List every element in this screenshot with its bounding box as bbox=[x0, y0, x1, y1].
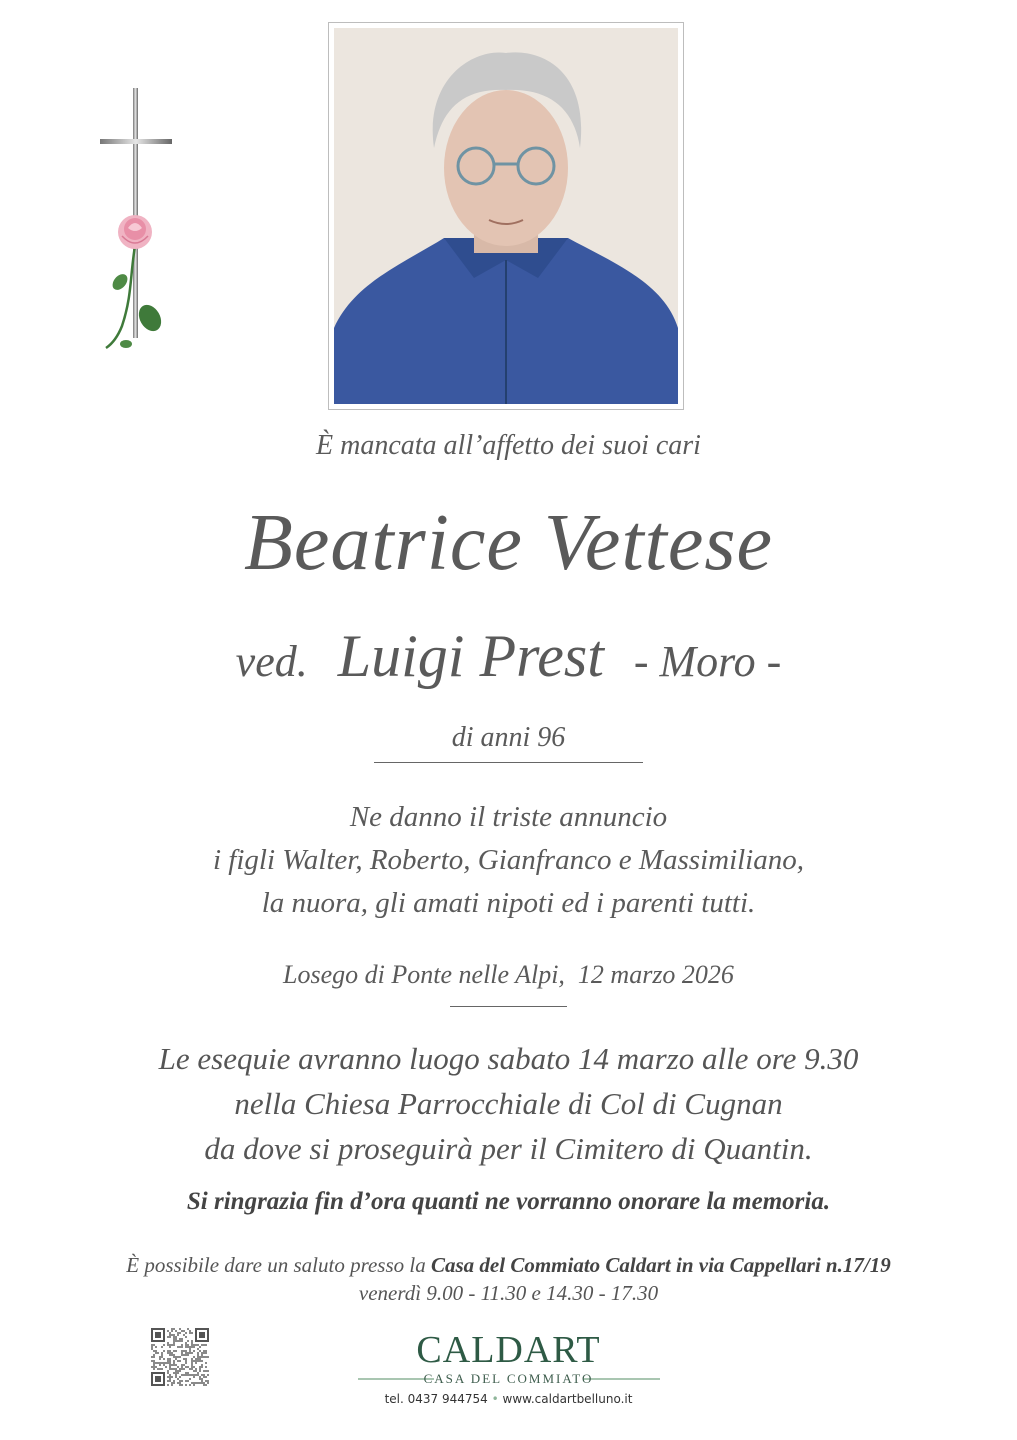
visit-line bbox=[0, 1251, 1017, 1279]
place-date bbox=[0, 960, 1017, 990]
funeral-line: nella Chiesa Parrocchiale di Col di Cugnan bbox=[234, 1086, 783, 1121]
announce-line: la nuora, gli amati nipoti ed i parenti tutti. bbox=[261, 887, 756, 919]
place: Losego di Ponte nelle Alpi, bbox=[283, 960, 565, 989]
brand-subtitle: CASA DEL COMMIATO bbox=[423, 1371, 594, 1386]
age-text: di anni 96 bbox=[451, 722, 566, 753]
intro-text: È mancata all’affetto dei suoi cari bbox=[316, 430, 701, 461]
contact-line bbox=[0, 1392, 1017, 1406]
phone: tel. 0437 944754 bbox=[384, 1392, 488, 1406]
divider bbox=[374, 762, 643, 763]
visit-prefix: È possibile dare un saluto presso la bbox=[126, 1253, 426, 1277]
portrait-photo bbox=[334, 28, 678, 404]
announce-line: Ne danno il triste annuncio bbox=[349, 801, 668, 833]
brand-logo: CALDART bbox=[416, 1329, 601, 1371]
funeral-block bbox=[0, 1036, 1017, 1171]
visit-block bbox=[0, 1251, 1017, 1307]
funeral-line: Le esequie avranno luogo sabato 14 marzo alle ore 9.30 bbox=[158, 1041, 859, 1076]
separator-dot: • bbox=[491, 1392, 499, 1406]
widow-line bbox=[0, 622, 1017, 691]
thanks-text: Si ringrazia fin d’ora quanti ne vorranno onorare la memoria. bbox=[186, 1188, 831, 1215]
date: 12 marzo 2026 bbox=[577, 960, 734, 989]
announce-line: i figli Walter, Roberto, Gianfranco e Massimiliano, bbox=[212, 844, 804, 876]
deceased-name: Beatrice Vettese bbox=[243, 499, 774, 587]
cross-with-rose-icon bbox=[92, 86, 182, 356]
divider bbox=[450, 1006, 567, 1007]
spouse-name: Luigi Prest bbox=[337, 623, 604, 689]
visit-place: Casa del Commiato Caldart in via Cappellari n.17/19 bbox=[430, 1253, 891, 1277]
visit-hours: venerdì 9.00 - 11.30 e 14.30 - 17.30 bbox=[358, 1281, 659, 1305]
portrait-photo-frame bbox=[328, 22, 684, 410]
announcement-block bbox=[0, 796, 1017, 925]
website-link[interactable]: www.caldartbelluno.it bbox=[502, 1392, 633, 1406]
nickname: - Moro - bbox=[633, 637, 782, 686]
widow-prefix: ved. bbox=[235, 637, 308, 686]
funeral-line: da dove si proseguirà per il Cimitero di Quantin. bbox=[204, 1131, 813, 1166]
